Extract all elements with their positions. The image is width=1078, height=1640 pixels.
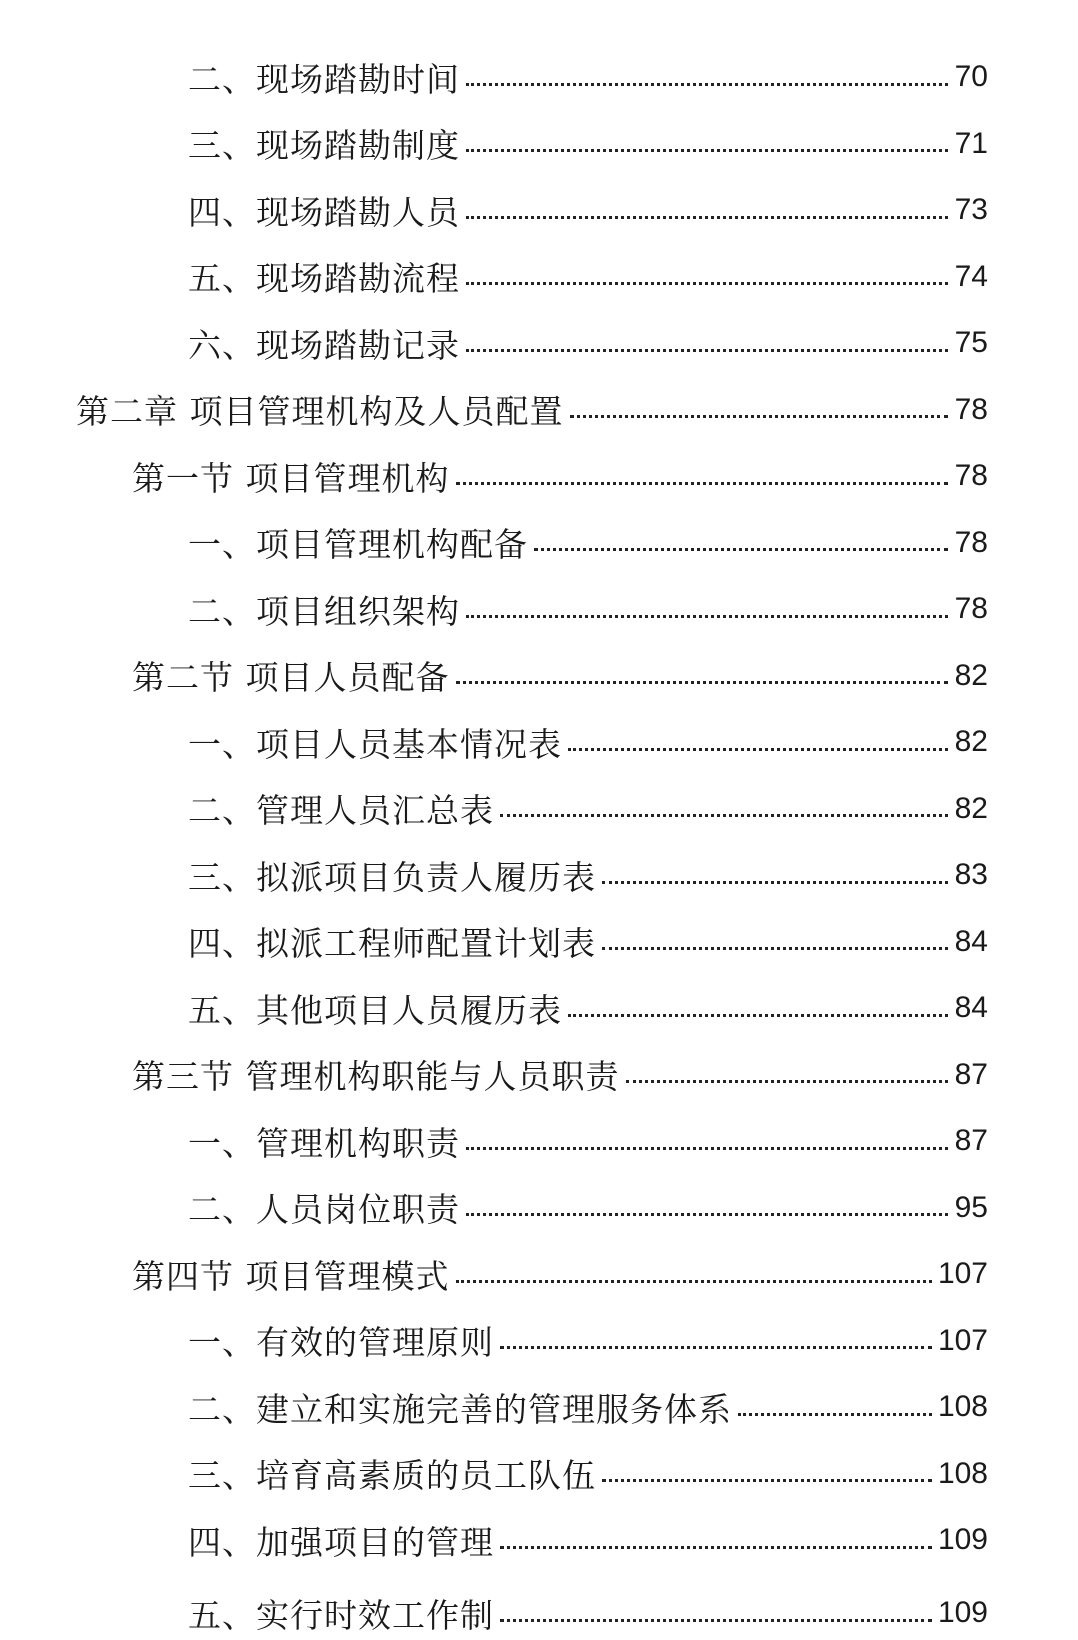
toc-entry[interactable] [0, 177, 1078, 244]
toc-entry[interactable] [0, 1374, 1078, 1441]
toc-entry[interactable] [0, 1241, 1078, 1308]
toc-entry-title: 四、现场踏勘人员 [188, 192, 460, 232]
toc-dot-leader [626, 1080, 949, 1083]
toc-dot-leader [466, 615, 948, 618]
toc-dot-leader [456, 1280, 932, 1283]
toc-dot-leader [500, 1619, 932, 1622]
toc-entry-title: 第二节 项目人员配备 [132, 658, 450, 698]
toc-dot-leader [500, 814, 948, 817]
toc-entry-title: 第一节 项目管理机构 [132, 458, 450, 498]
toc-entry-page: 75 [954, 326, 988, 360]
toc-entry-page: 109 [937, 1523, 988, 1557]
toc-entry[interactable] [0, 842, 1078, 909]
toc-entry[interactable] [0, 909, 1078, 976]
toc-entry-page: 107 [937, 1323, 988, 1357]
toc-entry[interactable] [0, 111, 1078, 178]
toc-entry-title: 第四节 项目管理模式 [132, 1256, 450, 1296]
toc-entry-title: 二、管理人员汇总表 [188, 791, 494, 831]
toc-dot-leader [456, 482, 949, 485]
toc-entry-page: 82 [954, 658, 988, 692]
toc-dot-leader [466, 1147, 948, 1150]
toc-dot-leader [466, 1213, 948, 1216]
toc-entry-page: 83 [954, 858, 988, 892]
toc-entry-page: 84 [954, 924, 988, 958]
toc-entry[interactable] [0, 443, 1078, 510]
toc-entry-title: 第二章 项目管理机构及人员配置 [76, 392, 564, 432]
toc-entry[interactable] [0, 1441, 1078, 1508]
toc-entry-page: 74 [954, 259, 988, 293]
toc-dot-leader [466, 83, 948, 86]
toc-entry-title: 二、人员岗位职责 [188, 1190, 460, 1230]
toc-dot-leader [570, 415, 949, 418]
toc-entry-page: 87 [954, 1057, 988, 1091]
toc-entry[interactable] [0, 1042, 1078, 1109]
toc-dot-leader [456, 681, 949, 684]
toc-entry[interactable] [0, 1507, 1078, 1574]
toc-entry-title: 六、现场踏勘记录 [188, 325, 460, 365]
toc-dot-leader [466, 149, 948, 152]
toc-entry-page: 109 [937, 1596, 988, 1630]
toc-dot-leader [568, 748, 948, 751]
toc-entry-page: 87 [954, 1124, 988, 1158]
toc-dot-leader [500, 1346, 932, 1349]
toc-entry-page: 78 [954, 525, 988, 559]
toc-entry-title: 四、拟派工程师配置计划表 [188, 924, 596, 964]
toc-entry[interactable] [0, 377, 1078, 444]
toc-dot-leader [738, 1413, 932, 1416]
toc-entry-page: 78 [954, 392, 988, 426]
toc-entry-title: 五、其他项目人员履历表 [188, 990, 562, 1030]
toc-entry-title: 三、现场踏勘制度 [188, 126, 460, 166]
toc-dot-leader [534, 548, 948, 551]
toc-entry-title: 一、管理机构职责 [188, 1123, 460, 1163]
toc-entry-title: 五、实行时效工作制 [188, 1595, 494, 1635]
toc-entry-title: 第三节 管理机构职能与人员职责 [132, 1057, 620, 1097]
toc-entry-page: 108 [937, 1390, 988, 1424]
toc-entry-page: 78 [954, 592, 988, 626]
toc-dot-leader [500, 1546, 932, 1549]
toc-dot-leader [466, 216, 948, 219]
toc-entry[interactable] [0, 244, 1078, 311]
toc-entry-page: 107 [937, 1257, 988, 1291]
toc-entry[interactable] [0, 709, 1078, 776]
toc-entry[interactable] [0, 1175, 1078, 1242]
toc-dot-leader [466, 349, 948, 352]
toc-entry[interactable] [0, 1580, 1078, 1640]
toc-entry-page: 82 [954, 791, 988, 825]
toc-dot-leader [568, 1014, 948, 1017]
toc-entry[interactable] [0, 1308, 1078, 1375]
toc-entry-title: 一、项目人员基本情况表 [188, 724, 562, 764]
toc-entry[interactable] [0, 44, 1078, 111]
toc-clipped-bottom [0, 1580, 1078, 1640]
toc-entry[interactable] [0, 510, 1078, 577]
toc-entry-page: 82 [954, 725, 988, 759]
toc-entry-title: 五、现场踏勘流程 [188, 259, 460, 299]
toc-entry[interactable] [0, 310, 1078, 377]
toc-entry-title: 四、加强项目的管理 [188, 1522, 494, 1562]
toc-entry-title: 二、建立和实施完善的管理服务体系 [188, 1389, 732, 1429]
toc-entry[interactable] [0, 975, 1078, 1042]
toc-entry-title: 二、项目组织架构 [188, 591, 460, 631]
toc-dot-leader [602, 947, 948, 950]
toc-entry-title: 三、培育高素质的员工队伍 [188, 1456, 596, 1496]
toc-dot-leader [602, 881, 948, 884]
toc-entry-title: 二、现场踏勘时间 [188, 59, 460, 99]
toc-entry-page: 71 [954, 126, 988, 160]
table-of-contents [0, 44, 1078, 1574]
toc-entry-page: 73 [954, 193, 988, 227]
toc-entry[interactable] [0, 576, 1078, 643]
toc-entry-title: 一、有效的管理原则 [188, 1323, 494, 1363]
toc-dot-leader [602, 1479, 932, 1482]
toc-entry[interactable] [0, 776, 1078, 843]
toc-entry-page: 84 [954, 991, 988, 1025]
toc-entry-page: 95 [954, 1190, 988, 1224]
toc-entry-title: 三、拟派项目负责人履历表 [188, 857, 596, 897]
toc-entry-page: 78 [954, 459, 988, 493]
toc-dot-leader [466, 282, 948, 285]
toc-entry[interactable] [0, 643, 1078, 710]
toc-entry[interactable] [0, 1108, 1078, 1175]
toc-entry-title: 一、项目管理机构配备 [188, 525, 528, 565]
toc-entry-page: 108 [937, 1456, 988, 1490]
toc-entry-page: 70 [954, 60, 988, 94]
